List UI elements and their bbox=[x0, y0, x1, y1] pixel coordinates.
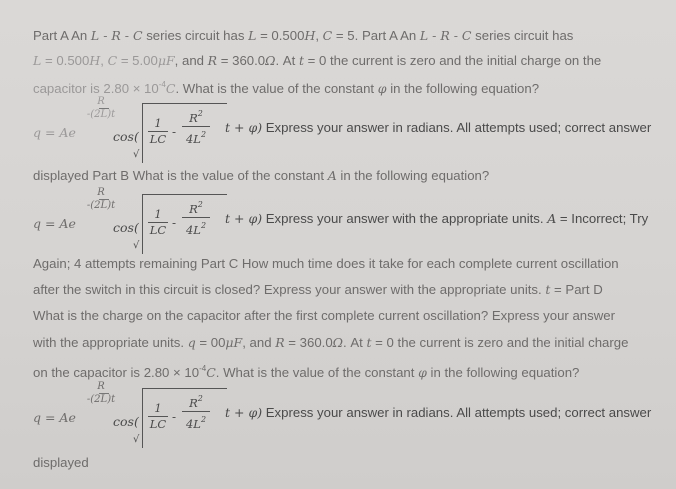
fraction-r2-over-4l2: $R^2$ $4L^2$ bbox=[182, 392, 210, 431]
equation-part-d bbox=[33, 382, 673, 452]
equation-lhs: q = Ae bbox=[33, 125, 76, 140]
cos-function: cos( bbox=[113, 220, 139, 235]
equation-exponent: R -(2L)t bbox=[86, 187, 116, 211]
line-initial-charge: capacitor is $2.80 \times 10^{-4}C$. What is the value of the constant φ in the following equation? bbox=[33, 80, 540, 96]
sqrt-icon: √ bbox=[133, 434, 140, 445]
fraction-r2-over-4l2: $R^2$ $4L^2$ bbox=[182, 198, 210, 237]
fraction-one-over-lc: 1 LC bbox=[149, 401, 167, 431]
square-root: 1 LC - $R^2$ $4L^2$ bbox=[136, 388, 231, 448]
sqrt-icon: √ bbox=[133, 149, 140, 160]
fraction-r2-over-4l2: $R^2$ $4L^2$ bbox=[182, 107, 210, 146]
part-b-instructions: t + φ) Express your answer with the appropriate units. A = Incorrect; Try bbox=[225, 211, 649, 226]
line-displayed: displayed bbox=[33, 455, 89, 470]
part-d-instructions: t + φ) Express your answer in radians. All attempts used; correct answer bbox=[225, 405, 652, 420]
sqrt-icon: √ bbox=[133, 240, 140, 251]
line-part-a-intro: Part A An L - R - C series circuit has L = 0.500H, C = 5. Part A An L - R - C series circuit has bbox=[33, 28, 574, 43]
equation-exponent: R -(2L)t bbox=[86, 381, 116, 405]
fraction-one-over-lc: 1 LC bbox=[149, 207, 167, 237]
equation-exponent: R -(2L)t bbox=[86, 96, 116, 120]
line-circuit-values: L = 0.500H, C = 5.00μF, and R = 360.0Ω. At t = 0 the current is zero and the initial charge on the bbox=[33, 53, 602, 68]
equation-lhs: q = Ae bbox=[33, 216, 76, 231]
line-part-d-question: What is the charge on the capacitor after the first complete current oscillation? Express your answer bbox=[33, 308, 615, 323]
line-part-d-values: with the appropriate units. q = 00μF, and R = 360.0Ω. At t = 0 the current is zero and the initial charge bbox=[33, 335, 629, 350]
cos-function: cos( bbox=[113, 129, 139, 144]
line-part-d-charge: on the capacitor is $2.80 \times 10^{-4}C$. What is the value of the constant φ in the following equation? bbox=[33, 364, 580, 380]
cos-function: cos( bbox=[113, 414, 139, 429]
fraction-one-over-lc: 1 LC bbox=[149, 116, 167, 146]
line-part-c-question: Again; 4 attempts remaining Part C How much time does it take for each complete current oscillation bbox=[33, 256, 619, 271]
square-root: 1 LC - $R^2$ $4L^2$ bbox=[136, 103, 231, 163]
line-part-c-answer: after the switch in this circuit is closed? Express your answer with the appropriate units. t = Part D bbox=[33, 282, 603, 297]
line-part-b-question: displayed Part B What is the value of the constant A in the following equation? bbox=[33, 168, 490, 183]
equation-lhs: q = Ae bbox=[33, 410, 76, 425]
equation-part-a bbox=[33, 97, 673, 167]
part-a-instructions: t + φ) Express your answer in radians. All attempts used; correct answer bbox=[225, 120, 652, 135]
equation-part-b bbox=[33, 188, 673, 258]
square-root: 1 LC - $R^2$ $4L^2$ bbox=[136, 194, 231, 254]
